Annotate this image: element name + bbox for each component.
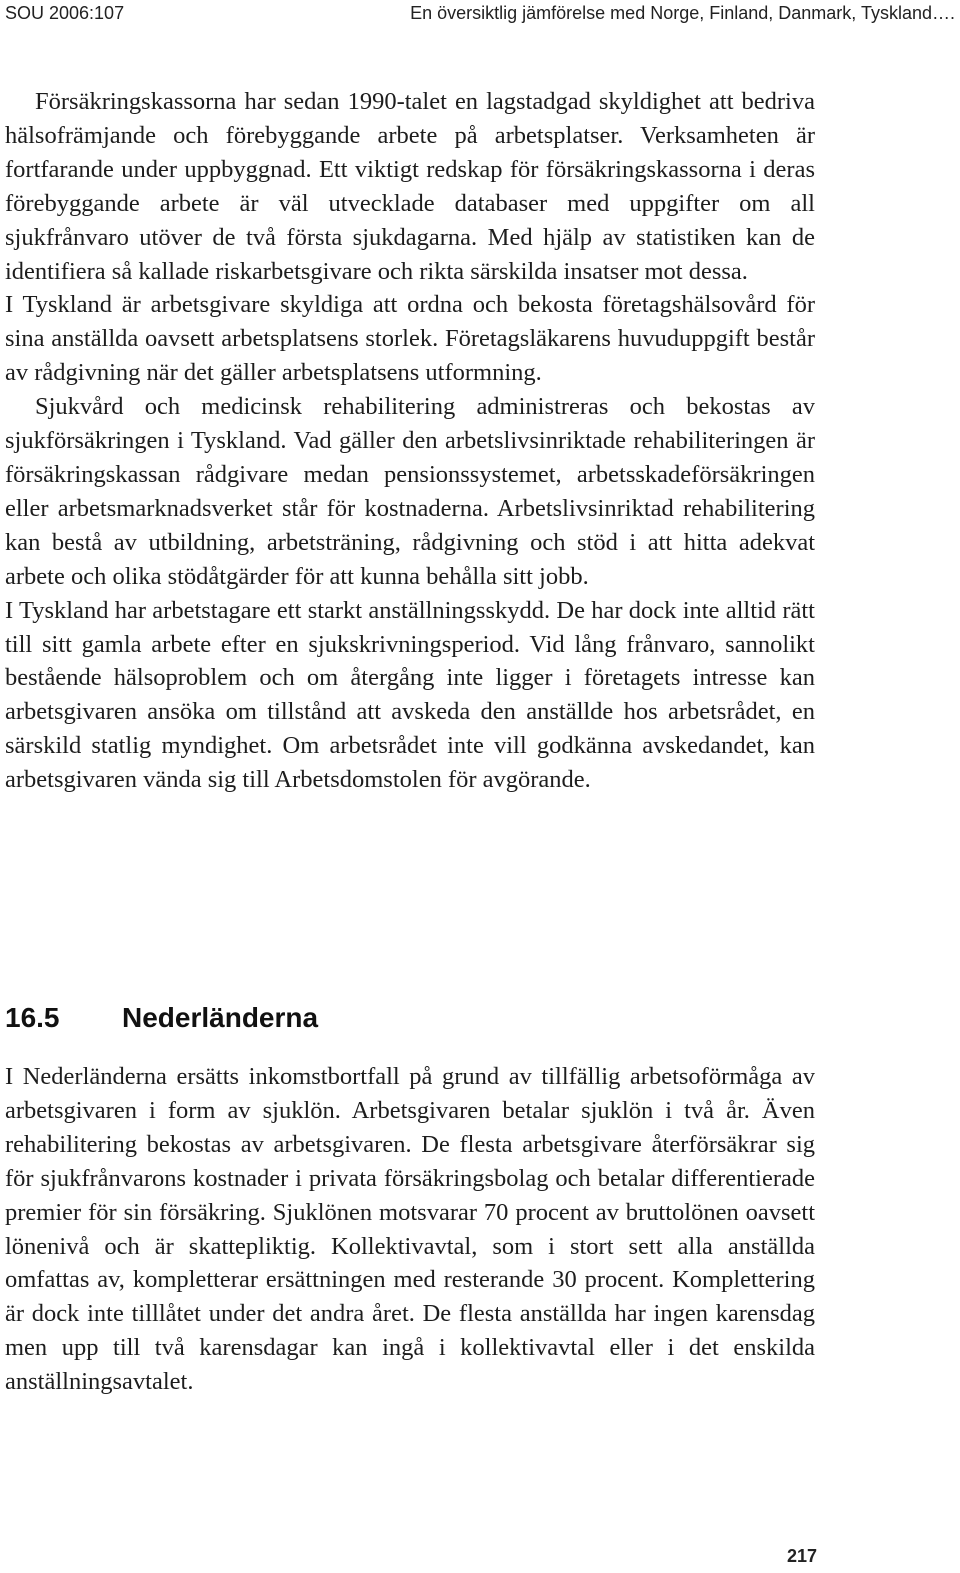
running-header [5, 0, 955, 28]
chapter-title: En översiktlig jämförelse med Norge, Finland, Danmark, Tyskland…. [410, 3, 955, 23]
paragraph: Försäkringskassorna har sedan 1990-talet en lagstadgad skyldighet att bedriva hälsofrämjande och förebyggande arbete på arbetsplatser. Verksamheten är fortfarande under uppbyggnad. Ett viktigt redskap för försäkringskassorna i deras förebyggande arbete är väl utvecklade databaser med uppgifter om all sjukfrånvaro utöver de två första sjukdagarna. Med hjälp av statistiken kan de identifiera så kallade riskarbetsgivare och rikta särskilda insatser mot dessa. [5, 88, 815, 285]
paragraph: I Nederländerna ersätts inkomstbortfall på grund av tillfällig arbetsoförmåga av arbetsgivaren i form av sjuklön. Arbetsgivaren betalar sjuklön i två år. Även rehabilitering bekostas av arbetsgivaren. De flesta arbetsgivare återförsäkrar sig för sjukfrånvarons kostnader i privata försäkringsbolag och betalar differentierade premier för sin försäkring. Sjuklönen motsvarar 70 procent av bruttolönen oavsett lönenivå och är skattepliktig. Kollektivavtal, som i stort sett alla anställda omfattas av, kompletterar ersättningen med resterande 30 procent. Komplettering är dock inte tilllåtet under det andra året. De flesta anställda har ingen karensdag men upp till två karensdagar kan ingå i kollektivavtal eller i det enskilda anställningsavtalet. [5, 1063, 815, 1396]
page-number: 217 [786, 1546, 817, 1566]
section-number: 16.5 [5, 1002, 60, 1033]
section-title: Nederländerna [122, 1002, 319, 1033]
body-text-top [5, 85, 815, 797]
paragraph: Sjukvård och medicinsk rehabilitering administreras och bekostas av sjukförsäkringen i Tyskland. Vad gäller den arbetslivsinriktade rehabiliteringen är försäkringskassan rådgivare medan pensionssystemet, arbetsskadeförsäkringen eller arbetsmarknadsverket står för kostnaderna. Arbetslivsinriktad rehabilitering kan bestå av utbildning, arbetsträning, rådgivning och stöd i att hitta adekvat arbete och olika stödåtgärder för att kunna behålla sitt jobb. [5, 393, 815, 590]
section-heading [5, 1000, 318, 1036]
report-id: SOU 2006:107 [5, 3, 125, 23]
paragraph: I Tyskland är arbetsgivare skyldiga att ordna och bekosta företagshälsovård för sina anställda oavsett arbetsplatsens storlek. Företagsläkarens huvuduppgift består av rådgivning när det gäller arbetsplatsens utformning. [5, 291, 815, 387]
paragraph: I Tyskland har arbetstagare ett starkt anställningsskydd. De har dock inte alltid rätt till sitt gamla arbete efter en sjukskrivningsperiod. Vid lång frånvaro, sannolikt bestående hälsoproblem och om återgång inte ligger i företagets intresse kan arbetsgivaren ansöka om tillstånd att avskeda den anställde hos arbetsrådet, en särskild statlig myndighet. Om arbetsrådet inte vill godkänna avskedandet, kan arbetsgivaren vända sig till Arbetsdomstolen för avgörande. [5, 596, 815, 794]
body-text-section [5, 1060, 815, 1399]
